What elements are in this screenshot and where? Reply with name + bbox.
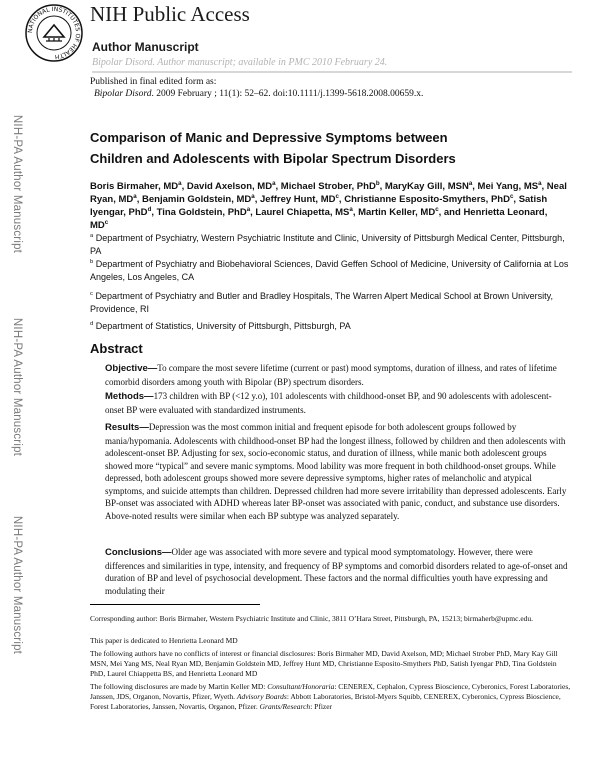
author-affiliation-mark: a	[133, 192, 137, 200]
no-conflicts-note: The following authors have no conflicts of interest or financial disclosures: Boris Birmaher MD, David Axelson, MD; Michael Strober PhD, Mary Kay Gill MSN, Mei Yang MS, Neal Ryan MD, Benjamin Goldstein MD, Jeffrey Hunt MD, Christianne Esposito-Smythers PhD, Satish Iyengar PhD, Tina Goldstein PhD, Laurel Chiappetta BS, and Henrietta Leonard MD	[90, 649, 558, 678]
author-name: Christianne Esposito-Smythers, PhD	[344, 194, 510, 205]
side-banner-middle: NIH-PA Author Manuscript	[11, 317, 23, 457]
author-affiliation-mark: a	[538, 179, 542, 187]
author-affiliation-mark: a	[349, 205, 353, 213]
author-name: Benjamin Goldstein, MD	[142, 194, 252, 205]
nih-seal-logo	[24, 3, 84, 63]
author-affiliation-mark: a	[251, 192, 255, 200]
abstract-heading: Abstract	[90, 341, 143, 356]
nih-header	[0, 0, 600, 72]
abstract-conclusions: Conclusions—Older age was associated with more severe and typical mood symptomatology. However, there were differences and similarities in type, intensity, and frequency of BP symptoms and comorbid disorders related to age-of-onset and duration of BP and level of psychosocial development. These factors and the normal difficulties youth have expressing and modulating their	[105, 547, 568, 596]
author-name: David Axelson, MD	[186, 181, 273, 192]
availability-note: Bipolar Disord. Author manuscript; available in PMC 2010 February 24.	[92, 57, 388, 68]
abstract-methods: Methods—173 children with BP (<12 y.o), 101 adolescents with childhood-onset BP, and 90 adolescents with adolescent-onset BP were evaluated with standardized instruments.	[105, 391, 552, 415]
author-name: Henrietta Leonard, MD	[90, 207, 548, 231]
author-name: Satish Iyengar, PhD	[90, 194, 548, 218]
author-name: Michael Strober, PhD	[280, 181, 376, 192]
author-affiliation-mark: b	[375, 179, 380, 187]
journal-name: Bipolar Disord	[94, 89, 152, 99]
side-banner-bottom: NIH-PA Author Manuscript	[11, 515, 23, 655]
author-name: Jeffrey Hunt, MD	[260, 194, 336, 205]
author-name: Laurel Chiapetta, MS	[255, 207, 350, 218]
author-affiliation-mark: c	[335, 192, 339, 200]
disclosures-note: The following disclosures are made by Martin Keller MD: Consultant/Honoraria: CENEREX, Cephalon, Cypress Bioscience, Cyberonics, Forest Laboratories, Janssen, JDS, Organon, Novartis, Pfizer, Wyeth. Advisory Boards: Abbott Laboratories, Bristol-Myers Squibb, CENEREX, Cyberonics, Cypress Bioscience, Forest Laboratories, Janssen, Novartis, Organon, Pfizer. Grants/Research: Pfizer	[90, 682, 571, 711]
affiliation-b: $^b$ Department of Psychiatry and Biobehavioral Sciences, David Geffen School of Medicine, University of California at Los Angeles, Los Angeles, CA	[90, 259, 569, 282]
footnote-divider	[90, 604, 260, 605]
author-affiliation-mark: c	[509, 192, 514, 200]
author-affiliation-mark: a	[178, 179, 182, 187]
affiliation-c: $^c$ Department of Psychiatry and Butler and Bradley Hospitals, The Warren Alpert Medical School at Brown University, Providence, RI	[90, 291, 553, 314]
citation-line	[90, 88, 423, 100]
author-name: Martin Keller, MD	[358, 207, 436, 218]
svg-text:NATIONAL INSTITUTES OF HEALTH: NATIONAL INSTITUTES OF HEALTH	[26, 5, 82, 61]
nih-public-access-title: NIH Public Access	[90, 2, 250, 26]
publication-info	[90, 76, 423, 100]
affiliation-d: $^d$ Department of Statistics, University of Pittsburgh, Pittsburgh, PA	[90, 321, 351, 331]
corresponding-author-note: Corresponding author: Boris Birmaher, Western Psychiatric Institute and Clinic, 3811 O’Hara Street, Pittsburgh, PA, 15213; birmaherb@upmc.edu.	[90, 614, 534, 623]
author-affiliation-mark: a	[468, 179, 473, 187]
affiliation-a: $^a$ Department of Psychiatry, Western Psychiatric Institute and Clinic, University of Pittsburgh Medical Center, Pittsburgh, PA	[90, 233, 565, 256]
abstract-results: Results—Depression was the most common initial and frequent episode for both adolescent groups followed by mania/hypomania. Adolescents with childhood-onset BP had the longest illness, followed by children and then adolescents with adolescent-onset BP. Adjusting for sex, socio-economic status, and duration of illness, while manic both adolescent groups showed more “typical” and severe manic symptoms. Mood lability was more frequent in both childhood-onset groups. While depressed, both adolescent groups showed more severe depressive symptoms, higher rates of melancholic and atypical symptoms, and suicide attempts than children. Depressed children had more severe irritability than depressed adolescents. Early BP-onset was associated with ADHD whereas later BP-onset was associated with panic, conduct, and substance use disorders. Above-noted results were similar when each BP subtype was analyzed separately.	[105, 422, 567, 521]
published-in-label: Published in final edited form as:	[90, 77, 217, 87]
author-list: Boris Birmaher, $MD^a$, David Axelson, $MD^a$, Michael Strober, PhD$^b$, MaryKay Gill, MSN$^a$, Mei Yang, $MS^a$, Neal Ryan, $MD^a$, Benjamin Goldstein, $MD^a$, Jeffrey Hunt, $MD^c$, Christianne Esposito-Smythers, PhD$^c$, Satish Iyengar, PhD$^d$, Tina Goldstein, PhD$^a$, Laurel Chiapetta, $MS^a$, Martin Keller, $MD^c$, and Henrietta Leonard, $MD^c$	[90, 179, 567, 231]
author-affiliation-mark: a	[246, 205, 251, 213]
side-banner-top: NIH-PA Author Manuscript	[11, 114, 23, 254]
author-affiliation-mark: c	[435, 205, 439, 213]
author-name: Boris Birmaher, MD	[90, 181, 179, 192]
abstract-objective: Objective—To compare the most severe lifetime (current or past) mood symptoms, duration of illness, and rates of lifetime comorbid disorders among youth with Bipolar (BP) spectrum disorders.	[105, 363, 557, 387]
dedication-note: This paper is dedicated to Henrietta Leonard MD	[90, 636, 238, 645]
author-name: MaryKay Gill, MSN	[384, 181, 469, 192]
header-divider	[92, 71, 572, 73]
author-name: Mei Yang, MS	[477, 181, 539, 192]
author-manuscript-label: Author Manuscript	[92, 40, 199, 54]
author-name: Neal Ryan, MD	[90, 181, 567, 205]
author-affiliation-mark: a	[272, 179, 276, 187]
author-affiliation-mark: d	[147, 205, 152, 213]
citation-details: . 2009 February ; 11(1): 52–62. doi:10.1111/j.1399-5618.2008.00659.x.	[151, 89, 424, 99]
author-name: Tina Goldstein, PhD	[156, 207, 247, 218]
article-title: Comparison of Manic and Depressive Symptoms between Children and Adolescents with Bipolar Spectrum Disorders	[90, 130, 456, 166]
author-affiliation-mark: c	[104, 218, 109, 226]
